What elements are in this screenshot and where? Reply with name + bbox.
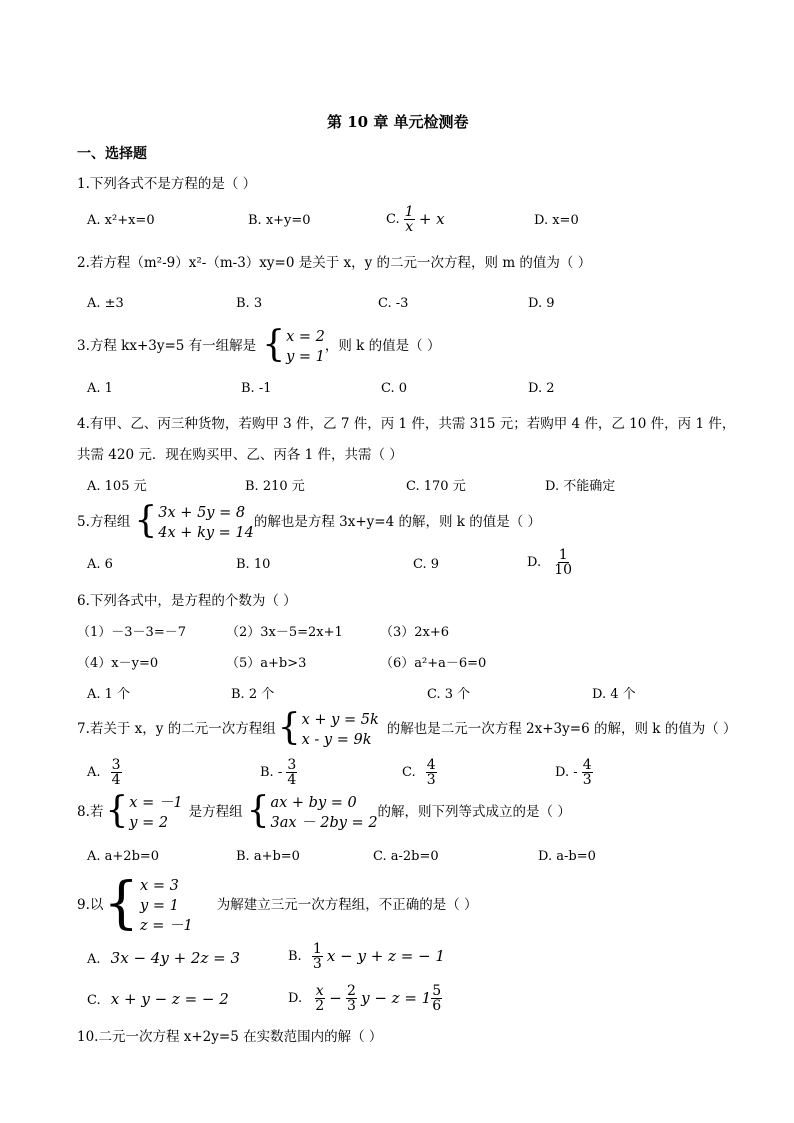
- denominator: 2: [315, 998, 325, 1014]
- fraction: [312, 942, 323, 971]
- question-8: [77, 790, 571, 833]
- equation-line: y = 1: [140, 898, 179, 914]
- equation-line: 3x + 5y = 8: [158, 505, 246, 521]
- option-5b: B. 10: [236, 557, 271, 572]
- fraction: [431, 984, 442, 1013]
- option-6a: A. 1 个: [87, 687, 131, 702]
- page-title: 第 10 章 单元检测卷: [327, 113, 469, 131]
- option-1c: [386, 205, 445, 234]
- numerator: 3: [287, 757, 297, 773]
- equation-line: x = 2: [286, 329, 325, 345]
- fraction: [314, 984, 325, 1013]
- numerator: 3: [111, 757, 121, 773]
- equation-line: 3ax － 2by = 2: [270, 815, 378, 831]
- equation-line: z = －1: [140, 918, 193, 934]
- question-text: 5.方程组: [77, 514, 131, 531]
- question-text: 的解也是方程 3x+y=4 的解，则 k 的值是（ ）: [253, 514, 542, 531]
- option-9c: [87, 992, 229, 1007]
- fraction: [286, 758, 297, 787]
- question-text: 8.若: [77, 804, 104, 821]
- equation-line: x + y = 5k: [301, 712, 379, 728]
- option-4b: B. 210 元: [245, 479, 305, 494]
- fraction: [426, 758, 437, 787]
- option-6b: B. 2 个: [231, 687, 275, 702]
- item-6-3: （3）2x+6: [380, 625, 450, 640]
- option-label: B. -: [260, 765, 283, 780]
- question-4-line-1: 4.有甲、乙、丙三种货物，若购甲 3 件，乙 7 件，丙 1 件，共需 315 元；若购甲 4 件，乙 10 件，丙 1 件，: [77, 416, 736, 432]
- question-10: 10.二元一次方程 x+2y=5 在实数范围内的解（ ）: [77, 1029, 383, 1045]
- equation-line: y = 1: [286, 349, 325, 365]
- numerator: 1: [312, 941, 322, 957]
- item-6-5: （5）a+b>3: [226, 656, 307, 671]
- item-6-2: （2）3x－5=2x+1: [226, 625, 343, 640]
- option-label: A.: [87, 952, 101, 967]
- denominator: 10: [554, 562, 573, 578]
- brace-icon: {: [105, 790, 129, 831]
- option-1d: D. x=0: [534, 213, 579, 228]
- fraction: [404, 205, 415, 234]
- brace-icon: {: [277, 707, 301, 748]
- item-6-4: （4）x－y=0: [77, 656, 159, 671]
- item-6-6: （6）a²+a－6=0: [380, 656, 487, 671]
- brace-icon: {: [262, 324, 286, 365]
- question-4-line-2: 共需 420 元．现在购买甲、乙、丙各 1 件，共需（ ）: [77, 447, 403, 463]
- option-8b: B. a+b=0: [236, 849, 300, 864]
- question-text: 的解，则下列等式成立的是（ ）: [377, 804, 571, 821]
- option-9a: [87, 951, 240, 966]
- math-expression: y − z = 1: [361, 989, 432, 1007]
- option-3b: B. -1: [241, 381, 272, 396]
- option-label: A.: [87, 765, 101, 780]
- option-label: C.: [386, 212, 400, 227]
- denominator: x: [405, 219, 414, 235]
- option-8d: D. a-b=0: [538, 849, 596, 864]
- question-6: 6.下列各式中，是方程的个数为（ ）: [77, 593, 297, 609]
- question-text: 3.方程 kx+3y=5 有一组解是: [77, 338, 257, 355]
- brace-icon: {: [134, 500, 158, 541]
- option-label: D.: [527, 555, 542, 570]
- option-9d: [288, 984, 442, 1013]
- math-expression: 3x − 4y + 2z = 3: [110, 949, 240, 967]
- question-7: [77, 707, 737, 750]
- option-2c: C. -3: [378, 296, 409, 311]
- option-7a: [87, 758, 122, 787]
- equation-line: x - y = 9k: [301, 732, 372, 748]
- numerator: 5: [432, 983, 442, 999]
- denominator: 3: [426, 772, 436, 788]
- math-term: + x: [418, 210, 445, 228]
- fraction: [553, 548, 573, 577]
- brace-icon: {: [103, 871, 140, 936]
- option-2d: D. 9: [528, 296, 555, 311]
- math-operator: −: [329, 989, 342, 1007]
- numerator: 4: [582, 757, 592, 773]
- option-5a: A. 6: [87, 557, 113, 572]
- option-6c: C. 3 个: [427, 687, 471, 702]
- equation-line: x = －1: [129, 795, 183, 811]
- question-2: 2.若方程（m²-9）x²-（m-3）xy=0 是关于 x，y 的二元一次方程，则 m 的值为（ ）: [77, 255, 592, 271]
- option-9b: [288, 942, 445, 971]
- question-text: 为解建立三元一次方程组，不正确的是（ ）: [216, 897, 478, 914]
- denominator: 3: [312, 956, 322, 972]
- equation-line: 4x + ky = 14: [158, 525, 254, 541]
- option-4d: D. 不能确定: [545, 479, 616, 494]
- numerator: 2: [347, 983, 356, 999]
- section-heading: 一、选择题: [77, 146, 147, 162]
- option-label: C.: [87, 993, 101, 1008]
- equation-system: [277, 707, 379, 750]
- option-3d: D. 2: [528, 381, 555, 396]
- option-label: C.: [402, 765, 416, 780]
- equation-system: [262, 324, 325, 367]
- question-text: 是方程组: [188, 804, 243, 821]
- option-1a: A. x²+x=0: [87, 213, 155, 228]
- option-label: B.: [288, 949, 302, 964]
- math-expression: x + y − z = − 2: [110, 990, 229, 1008]
- question-text: 9.以: [77, 897, 104, 914]
- numerator: 1: [404, 204, 414, 220]
- item-6-1: （1）－3－3=－7: [77, 625, 186, 640]
- option-label: D.: [288, 991, 303, 1006]
- question-5: [77, 500, 542, 543]
- question-text: 的解也是二元一次方程 2x+3y=6 的解，则 k 的值为（ ）: [386, 721, 737, 738]
- fraction: [582, 758, 593, 787]
- option-1b: B. x+y=0: [248, 213, 311, 228]
- equation-line: ax + by = 0: [270, 795, 357, 811]
- option-2a: A. ±3: [87, 296, 124, 311]
- equation-line: x = 3: [140, 878, 179, 894]
- denominator: 6: [432, 998, 442, 1014]
- numerator: 4: [426, 757, 436, 773]
- option-3c: C. 0: [381, 381, 408, 396]
- fraction: [346, 984, 357, 1013]
- equation-system: [246, 790, 378, 833]
- equation-system: [134, 500, 254, 543]
- fraction: [111, 758, 122, 787]
- option-3a: A. 1: [87, 381, 113, 396]
- denominator: 4: [287, 772, 297, 788]
- question-1: 1.下列各式不是方程的是（ ）: [77, 176, 257, 192]
- option-label: D. -: [555, 765, 578, 780]
- option-2b: B. 3: [236, 296, 263, 311]
- numerator: 1: [558, 547, 568, 563]
- option-5d: [527, 548, 573, 577]
- math-expression: x − y + z = − 1: [326, 947, 445, 965]
- question-text: 7.若关于 x，y 的二元一次方程组: [77, 721, 276, 738]
- denominator: 3: [347, 998, 356, 1014]
- option-8a: A. a+2b=0: [87, 849, 160, 864]
- option-8c: C. a-2b=0: [373, 849, 439, 864]
- option-7c: [402, 758, 437, 787]
- denominator: 4: [111, 772, 121, 788]
- numerator: x: [315, 983, 324, 999]
- equation-system: [103, 871, 193, 936]
- option-4a: A. 105 元: [87, 479, 147, 494]
- denominator: 3: [582, 772, 592, 788]
- question-3: [77, 324, 441, 367]
- question-text: ，则 k 的值是（ ）: [324, 338, 441, 355]
- equation-system: [105, 790, 183, 833]
- option-6d: D. 4 个: [592, 687, 636, 702]
- equation-line: y = 2: [129, 815, 169, 831]
- option-5c: C. 9: [413, 557, 440, 572]
- question-9: [77, 871, 478, 936]
- option-7b: [260, 758, 297, 787]
- brace-icon: {: [246, 790, 270, 831]
- option-7d: [555, 758, 593, 787]
- option-4c: C. 170 元: [406, 479, 466, 494]
